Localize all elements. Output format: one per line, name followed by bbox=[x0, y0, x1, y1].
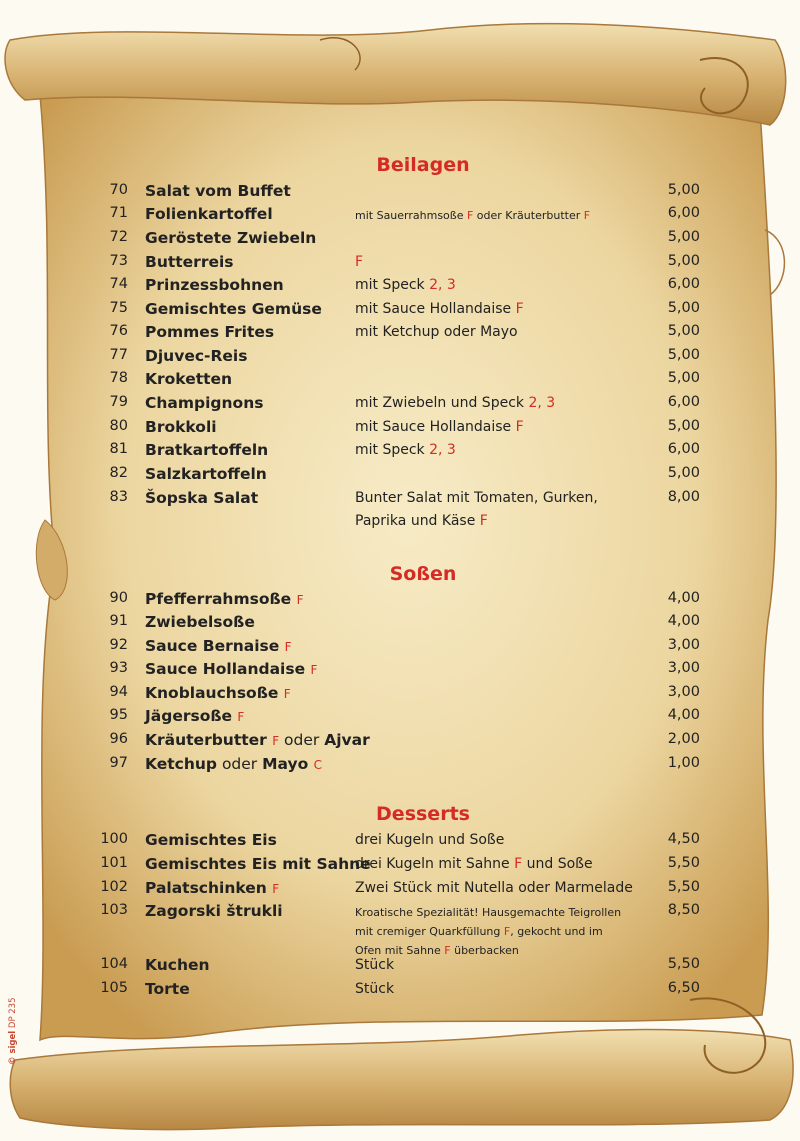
menu-item bbox=[0, 879, 800, 903]
item-description bbox=[355, 829, 504, 852]
item-description bbox=[355, 298, 524, 321]
item-name: Salat vom Buffet bbox=[145, 182, 291, 200]
allergen-code: F bbox=[272, 734, 280, 748]
description-text: mit Sauce Hollandaise bbox=[355, 419, 516, 435]
item-name bbox=[145, 637, 292, 655]
menu-item bbox=[0, 660, 800, 684]
menu-item bbox=[0, 347, 800, 371]
item-price: 6,00 bbox=[667, 441, 700, 457]
item-number: 95 bbox=[109, 707, 128, 723]
allergen-code: F bbox=[283, 687, 291, 701]
item-description bbox=[355, 206, 590, 225]
item-price: 1,00 bbox=[667, 755, 700, 771]
menu-item bbox=[0, 229, 800, 253]
item-price: 5,00 bbox=[667, 300, 700, 316]
item-number: 92 bbox=[109, 637, 128, 653]
item-price: 5,00 bbox=[667, 182, 700, 198]
description-text: Kroatische Spezialität! Hausgemachte Teigrollen bbox=[355, 906, 622, 919]
item-name-text: Ajvar bbox=[324, 731, 370, 749]
allergen-code: F bbox=[515, 419, 524, 435]
item-description bbox=[355, 853, 593, 876]
item-name-text: Palatschinken bbox=[145, 879, 273, 897]
item-name bbox=[145, 755, 322, 773]
menu-item bbox=[0, 613, 800, 637]
allergen-code: F bbox=[355, 254, 364, 270]
item-name-text: Kräuterbutter bbox=[145, 731, 273, 749]
item-description bbox=[355, 487, 598, 533]
item-name: Gemischtes Eis bbox=[145, 831, 277, 849]
item-number: 97 bbox=[109, 755, 128, 771]
item-name-connector: oder bbox=[279, 731, 325, 749]
item-name: Gemischtes Eis mit Sahne bbox=[145, 855, 371, 873]
description-text: drei Kugeln mit Sahne bbox=[355, 856, 515, 872]
item-price: 3,00 bbox=[667, 684, 700, 700]
item-price: 5,00 bbox=[667, 253, 700, 269]
allergen-code: F bbox=[444, 944, 451, 957]
allergen-code: F bbox=[237, 710, 245, 724]
allergen-code: 2, 3 bbox=[429, 442, 456, 458]
description-text: oder Kräuterbutter bbox=[473, 209, 584, 222]
item-price: 6,50 bbox=[667, 980, 700, 996]
item-description bbox=[355, 392, 555, 415]
description-text: überbacken bbox=[450, 944, 519, 957]
item-price: 5,50 bbox=[667, 879, 700, 895]
item-name: Brokkoli bbox=[145, 418, 217, 436]
menu-item bbox=[0, 323, 800, 347]
item-number: 73 bbox=[109, 253, 128, 269]
item-name bbox=[145, 707, 244, 725]
item-number: 83 bbox=[109, 489, 128, 505]
item-price: 5,00 bbox=[667, 370, 700, 386]
menu-item bbox=[0, 394, 800, 418]
description-text: Stück bbox=[355, 981, 395, 997]
item-number: 101 bbox=[100, 855, 128, 871]
menu-item bbox=[0, 956, 800, 980]
allergen-code: F bbox=[515, 301, 524, 317]
item-number: 102 bbox=[100, 879, 128, 895]
menu-item bbox=[0, 755, 800, 779]
description-text: mit Ketchup oder Mayo bbox=[355, 324, 518, 340]
item-number: 103 bbox=[100, 902, 128, 918]
allergen-code: F bbox=[466, 209, 474, 222]
item-name: Folienkartoffel bbox=[145, 205, 273, 223]
allergen-code: F bbox=[503, 925, 511, 938]
item-name bbox=[145, 731, 370, 749]
menu-item bbox=[0, 205, 800, 229]
item-name-text: Sauce Bernaise bbox=[145, 637, 285, 655]
item-description bbox=[355, 321, 518, 344]
item-number: 91 bbox=[109, 613, 128, 629]
item-number: 71 bbox=[109, 205, 128, 221]
allergen-code: C bbox=[313, 758, 323, 772]
description-text: mit Sauce Hollandaise bbox=[355, 301, 516, 317]
item-price: 5,50 bbox=[667, 855, 700, 871]
item-name-text: Zwiebelsoße bbox=[145, 613, 255, 631]
allergen-code: F bbox=[310, 663, 318, 677]
item-price: 3,00 bbox=[667, 660, 700, 676]
item-number: 82 bbox=[109, 465, 128, 481]
item-number: 90 bbox=[109, 590, 128, 606]
item-name: Kroketten bbox=[145, 370, 233, 388]
item-name: Salzkartoffeln bbox=[145, 465, 267, 483]
description-text: und Soße bbox=[522, 856, 593, 872]
menu-item bbox=[0, 370, 800, 394]
description-text: , gekocht und im bbox=[510, 925, 603, 938]
description-text: mit cremiger Quarkfüllung bbox=[355, 925, 504, 938]
description-text: mit Sauerrahmsoße bbox=[355, 209, 467, 222]
item-price: 5,00 bbox=[667, 229, 700, 245]
item-description bbox=[355, 251, 363, 274]
item-name: Prinzessbohnen bbox=[145, 276, 284, 294]
item-number: 74 bbox=[109, 276, 128, 292]
description-text: mit Speck bbox=[355, 442, 430, 458]
item-name: Zagorski štrukli bbox=[145, 902, 283, 920]
allergen-code: F bbox=[296, 593, 304, 607]
item-description bbox=[355, 877, 633, 900]
allergen-code: F bbox=[583, 209, 591, 222]
description-text: Zwei Stück mit Nutella oder Marmelade bbox=[355, 880, 633, 896]
item-number: 72 bbox=[109, 229, 128, 245]
item-name-connector: oder bbox=[217, 755, 263, 773]
menu-item bbox=[0, 465, 800, 489]
item-price: 5,00 bbox=[667, 323, 700, 339]
item-price: 3,00 bbox=[667, 637, 700, 653]
item-price: 4,00 bbox=[667, 613, 700, 629]
item-description bbox=[355, 439, 456, 462]
item-price: 8,00 bbox=[667, 489, 700, 505]
item-description bbox=[355, 903, 621, 960]
description-text: Ofen mit Sahne bbox=[355, 944, 445, 957]
menu-item bbox=[0, 489, 800, 529]
item-description bbox=[355, 978, 394, 1001]
allergen-code: F bbox=[272, 882, 280, 896]
allergen-code: F bbox=[514, 856, 523, 872]
description-text: mit Speck bbox=[355, 277, 430, 293]
item-number: 70 bbox=[109, 182, 128, 198]
item-name-text: Ketchup bbox=[145, 755, 218, 773]
section-heading: Soßen bbox=[389, 563, 457, 585]
item-description bbox=[355, 274, 456, 297]
product-code: DP 235 bbox=[8, 997, 18, 1029]
item-price: 8,50 bbox=[667, 902, 700, 918]
item-name bbox=[145, 613, 255, 631]
item-price: 5,00 bbox=[667, 465, 700, 481]
item-number: 80 bbox=[109, 418, 128, 434]
menu-item bbox=[0, 182, 800, 206]
item-number: 76 bbox=[109, 323, 128, 339]
item-name: Pommes Frites bbox=[145, 323, 275, 341]
item-price: 5,00 bbox=[667, 418, 700, 434]
item-name: Geröstete Zwiebeln bbox=[145, 229, 317, 247]
item-name: Djuvec-Reis bbox=[145, 347, 248, 365]
item-name bbox=[145, 879, 279, 897]
allergen-code: F bbox=[284, 640, 292, 654]
item-price: 6,00 bbox=[667, 394, 700, 410]
item-name-text: Jägersoße bbox=[145, 707, 238, 725]
menu-item bbox=[0, 637, 800, 661]
item-price: 6,00 bbox=[667, 205, 700, 221]
menu-item bbox=[0, 276, 800, 300]
item-number: 78 bbox=[109, 370, 128, 386]
item-number: 77 bbox=[109, 347, 128, 363]
menu-item bbox=[0, 831, 800, 855]
menu-item bbox=[0, 707, 800, 731]
item-name-text: Pfefferrahmsoße bbox=[145, 590, 297, 608]
item-price: 4,00 bbox=[667, 590, 700, 606]
imprint bbox=[8, 997, 18, 1065]
item-price: 4,50 bbox=[667, 831, 700, 847]
menu-item bbox=[0, 441, 800, 465]
item-number: 81 bbox=[109, 441, 128, 457]
item-number: 104 bbox=[100, 956, 128, 972]
section-heading: Beilagen bbox=[376, 154, 470, 176]
item-price: 2,00 bbox=[667, 731, 700, 747]
menu-item bbox=[0, 590, 800, 614]
section-heading: Desserts bbox=[376, 803, 470, 825]
item-number: 100 bbox=[100, 831, 128, 847]
item-name: Torte bbox=[145, 980, 190, 998]
menu-item bbox=[0, 731, 800, 755]
description-text: drei Kugeln und Soße bbox=[355, 832, 505, 848]
item-name: Gemischtes Gemüse bbox=[145, 300, 322, 318]
item-name: Šopska Salat bbox=[145, 489, 259, 507]
description-text: Paprika und Käse bbox=[355, 513, 480, 529]
description-text: Stück bbox=[355, 957, 395, 973]
item-description bbox=[355, 954, 394, 977]
item-number: 94 bbox=[109, 684, 128, 700]
item-name-text: Sauce Hollandaise bbox=[145, 660, 311, 678]
description-text: Bunter Salat mit Tomaten, Gurken, bbox=[355, 490, 598, 506]
allergen-code: 2, 3 bbox=[528, 395, 556, 411]
item-name: Champignons bbox=[145, 394, 264, 412]
sigel-logo: © sigel bbox=[8, 1030, 18, 1065]
item-name bbox=[145, 660, 317, 678]
item-number: 93 bbox=[109, 660, 128, 676]
item-name-text: Knoblauchsoße bbox=[145, 684, 284, 702]
item-description bbox=[355, 416, 524, 439]
menu-item bbox=[0, 855, 800, 879]
item-name bbox=[145, 684, 291, 702]
menu-item bbox=[0, 980, 800, 1004]
item-name: Kuchen bbox=[145, 956, 210, 974]
item-name-text: Mayo bbox=[262, 755, 314, 773]
item-name bbox=[145, 590, 303, 608]
item-number: 96 bbox=[109, 731, 128, 747]
menu-item bbox=[0, 684, 800, 708]
item-price: 5,00 bbox=[667, 347, 700, 363]
item-price: 5,50 bbox=[667, 956, 700, 972]
item-name: Butterreis bbox=[145, 253, 234, 271]
item-price: 4,00 bbox=[667, 707, 700, 723]
description-text: mit Zwiebeln und Speck bbox=[355, 395, 529, 411]
item-price: 6,00 bbox=[667, 276, 700, 292]
item-number: 79 bbox=[109, 394, 128, 410]
item-number: 75 bbox=[109, 300, 128, 316]
allergen-code: F bbox=[479, 513, 488, 529]
allergen-code: 2, 3 bbox=[429, 277, 456, 293]
menu-item bbox=[0, 902, 800, 957]
item-name: Bratkartoffeln bbox=[145, 441, 269, 459]
item-number: 105 bbox=[100, 980, 128, 996]
